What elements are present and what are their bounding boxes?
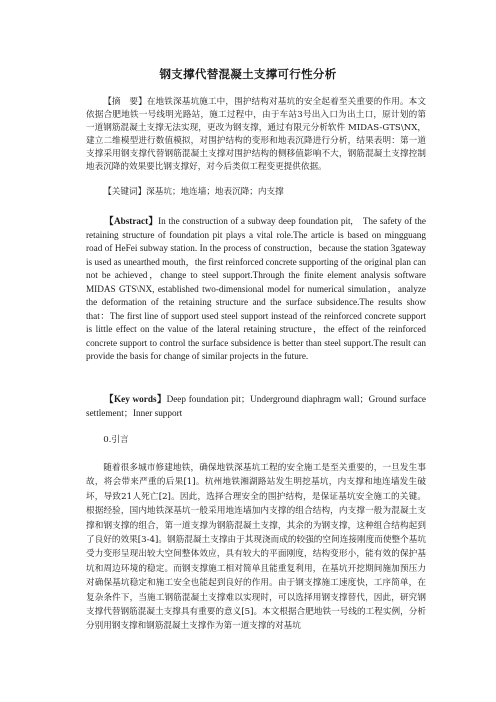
keywords-zh [86,186,426,199]
abstract-en-text: In the construction of a subway deep foundation pit, The safety of the retaining structure of foundation pit plays a vital role.The article is based on mingguang road of HeFei subway station. In the process of construction，because the station 3gateway is used as unearthed mouth，the first reinforced concrete supporting of the original plan can not be achieved，change to steel support.Through the finite element analysis software MIDAS GTS\NX, established two-dimensional model for numerical simulation，analyze the deformation of the retaining structure and the surface subsidence.The results show that：The first line of support used steel support instead of the reinforced concrete support is little effect on the value of the lateral retaining structure，the effect of the reinforced concrete support to control the surface subsidence is better than steel support.The result can provide the basis for change of similar projects in the future. [86,216,426,361]
section-heading: 0.引言 [103,435,129,445]
abstract-zh [86,96,426,174]
body-paragraph: 随着很多城市修建地铁，确保地铁深基坑工程的安全施工是至关重要的，一旦发生事故，将会带来严重的后果[1]。杭州地铁湘湖路站发生明挖基坑，内支撑和地连墙发生破坏，导致21人死亡[2]。因此，选择合理安全的围护结构，是保证基坑安全施工的关键。根据经验，国内地铁深基坑一般采用地连墙加内支撑的组合结构，内支撑一般为混凝土支撑和钢支撑的组合，第一道支撑为钢筋混凝土支撑，其余的为钢支撑，这种组合结构起到了良好的效果[3-4]。钢筋混凝土支撑由于其现浇而成的较强的空间连接刚度而使整个基坑受力变形呈现出较大空间整体效应，具有较大的平面刚度，结构变形小，能有效的保护基坑和周边环境的稳定。而钢支撑施工相对简单且能重复利用，在基坑开挖期间施加预压力对确保基坑稳定和施工安全也能起到良好的作用。由于钢支撑施工速度快，工序简单，在复杂条件下，当施工钢筋混凝土支撑难以实现时，可以选择用钢支撑替代，因此，研究钢支撑代替钢筋混凝土支撑具有重要的意义[5]。本文根据合肥地铁一号线的工程实例，分析分别用钢支撑和钢筋混凝土支撑作为第一道支撑的对基坑 [86,463,426,632]
keywords-en-label: 【Key words】 [104,394,167,404]
abstract-zh-label: 【摘 要】 [103,97,147,107]
keywords-zh-text: 深基坑；地连墙；地表沉降；内支撑 [146,187,284,197]
keywords-en-text: Deep foundation pit；Underground diaphragm wall；Ground surface settlement；Inner support [86,394,426,418]
abstract-en-label: 【Abstract】 [104,216,159,226]
abstract-en [86,215,426,364]
keywords-en [86,393,426,420]
keywords-zh-label: 【关键词】 [103,187,147,197]
paper-title: 钢支撑代替混凝土支撑可行性分析 [159,67,337,81]
section-heading-block [86,434,426,447]
abstract-zh-text: 在地铁深基坑施工中，围护结构对基坑的安全起着至关重要的作用。本文依据合肥地铁一号线明光路站，施工过程中，由于车站3号出入口为出土口，原计划的第一道钢筋混凝土支撑无法实现，更改为钢支撑，通过有限元分析软件 MIDAS-GTS\NX，建立二维模型进行数值模拟，对围护结构的变形和地表沉降进行分析，结果表明：第一道支撑采用钢支撑代替钢筋混凝土支撑对围护结构的侧移值影响不大，钢筋混凝土支撑控制地表沉降的效果要比钢支撑好，对今后类似工程变更提供依据。 [86,97,426,172]
body-text-block [86,461,426,634]
